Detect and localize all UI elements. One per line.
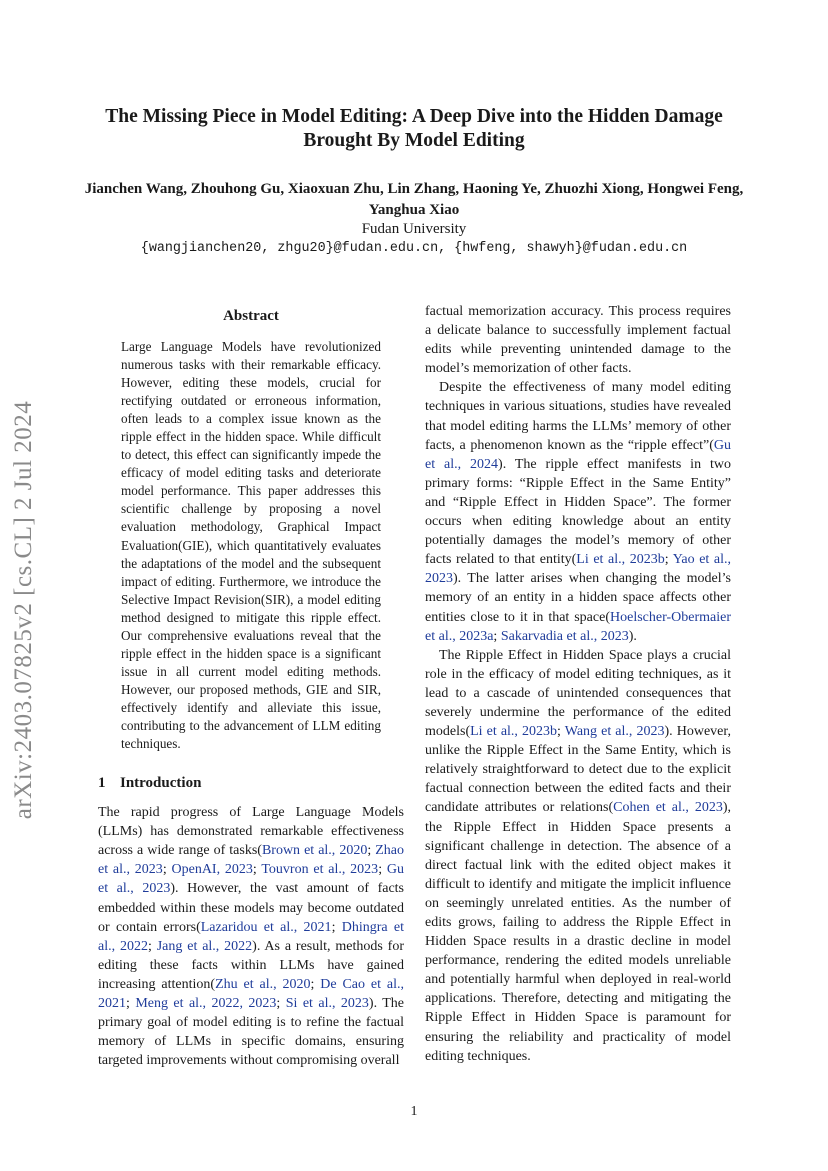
citation-link[interactable]: Li et al., 2023b xyxy=(470,724,558,740)
citation-link[interactable]: Hoelscher-Obermaier et al., 2023a xyxy=(425,609,731,644)
citation-link[interactable]: Gu et al., 2024 xyxy=(425,437,731,472)
citation-link[interactable]: Meng et al., 2022, 2023 xyxy=(135,996,277,1012)
citation-link[interactable]: Li et al., 2023b xyxy=(576,552,665,568)
citation-link[interactable]: De Cao et al., 2021 xyxy=(98,976,404,1012)
abstract-heading: Abstract xyxy=(223,308,279,324)
text-run: ). The primary goal of model editing is to refine the factual memory of LLMs in specific domains, ensuring targeted improvements without compromising overall xyxy=(98,996,405,1069)
citation-link[interactable]: Yao et al., 2023 xyxy=(425,552,731,587)
text-run: ). The latter arises when changing the model’s memory of an entity in a hidden space affects other entities close to it in that space( xyxy=(425,571,731,625)
citation-link[interactable]: Lazaridou et al., 2021 xyxy=(200,919,332,935)
citation-link[interactable]: Dhingra et al., 2022 xyxy=(98,919,405,954)
abstract-text: Large Language Models have revolutionized numerous tasks with their remarkable efficacy. However, editing these models, crucial for rectifying outdated or erroneous information, often leads to a complex issue known as the ripple effect in the hidden space. While difficult to detect, this effect can significantly impede the efficacy of model editing tasks and deteriorate model performance. This paper addresses this scientific challenge by proposing a novel evaluation methodology, Graphical Impact Evaluation(GIE), which quantitatively evaluates the adaptations of the model and the subsequent impact of editing. Furthermore, we introduce the Selective Impact Revision(SIR), a model editing method designed to mitigate this ripple effect. Our comprehensive evaluations reveal that the ripple effect in the hidden space is a significant issue in all current model editing methods. However, our proposed methods, GIE and SIR, effectively identify and alleviate this issue, contributing to the advancement of LLM editing techniques. xyxy=(121,339,381,752)
text-run: factual memorization accuracy. This process requires a delicate balance to successfully implement factual edits while preventing unintended damage to the model’s memorization of other facts. xyxy=(425,304,731,377)
section-title: Introduction xyxy=(120,775,202,792)
citation-link[interactable]: Cohen et al., 2023 xyxy=(613,800,723,816)
abstract-section xyxy=(98,306,404,753)
text-run: ; xyxy=(147,938,157,954)
text-run: The rapid progress of Large Language Models (LLMs) has demonstrated remarkable effectiveness across a wide range of tasks( xyxy=(98,805,404,859)
arxiv-identifier-stamp xyxy=(4,380,44,840)
text-run: ; xyxy=(310,976,321,992)
text-run: ; xyxy=(378,862,387,878)
citation-link[interactable]: Zhao et al., 2023 xyxy=(98,843,405,878)
text-run: ; xyxy=(557,724,565,740)
citation-link[interactable]: Wang et al., 2023 xyxy=(564,724,665,740)
citation-link[interactable]: Zhu et al., 2020 xyxy=(215,976,311,992)
right-column xyxy=(425,302,731,1066)
text-run: ; xyxy=(252,862,262,878)
intro-paragraph-3 xyxy=(425,646,731,1066)
paper-title: The Missing Piece in Model Editing: A Deep Dive into the Hidden Damage Brought By Model Editing xyxy=(105,106,723,151)
text-run: ; xyxy=(162,862,172,878)
text-run: ; xyxy=(276,996,286,1012)
section-number: 1 xyxy=(98,775,106,792)
intro-paragraph-1-continued xyxy=(425,302,731,378)
citation-link[interactable]: Jang et al., 2022 xyxy=(156,938,253,954)
text-run: ; xyxy=(126,996,136,1012)
text-run: ). As a result, methods for editing these facts within LLMs have gained increasing attention( xyxy=(98,938,404,992)
citation-link[interactable]: Brown et al., 2020 xyxy=(261,843,368,859)
affiliation: Fudan University xyxy=(361,221,467,237)
intro-paragraph-1 xyxy=(98,803,404,1070)
citation-link[interactable]: Sakarvadia et al., 2023 xyxy=(500,628,629,644)
page-number: 1 xyxy=(410,1104,418,1119)
author-list: Jianchen Wang, Zhouhong Gu, Xiaoxuan Zhu, Lin Zhang, Haoning Ye, Zhuozhi Xiong, Hongwei Feng, Yanghua Xiao xyxy=(84,181,744,218)
citation-link[interactable]: Gu et al., 2023 xyxy=(98,862,404,897)
left-column xyxy=(98,306,404,1070)
text-run: ; xyxy=(493,628,501,644)
citation-link[interactable]: OpenAI, 2023 xyxy=(171,862,253,878)
section-heading-introduction xyxy=(98,773,404,793)
text-run: ). However, unlike the Ripple Effect in the Same Entity, which is relatively straightforward to detect due to the explicit factual connection between the edited facts and their candidate attributes or relations( xyxy=(425,724,731,816)
text-run: Despite the effectiveness of many model editing techniques in various situations, studies have revealed that model editing harms the LLMs’ memory of other facts, a phenomenon known as the “ripple effect”( xyxy=(425,380,731,453)
text-run: ). xyxy=(628,628,637,644)
text-run: ; xyxy=(331,919,342,935)
arxiv-identifier-text: arXiv:2403.07825v2 [cs.CL] 2 Jul 2024 xyxy=(10,400,37,820)
text-run: ). The ripple effect manifests in two primary forms: “Ripple Effect in the Same Entity” and “Ripple Effect in Hidden Space”. The former occurs when editing knowledge about an entity potentially damages the model’s memory of other facts related to that entity( xyxy=(425,456,731,568)
intro-paragraph-2 xyxy=(425,378,731,645)
author-emails: {wangjianchen20, zhgu20}@fudan.edu.cn, {hwfeng, shawyh}@fudan.edu.cn xyxy=(140,241,688,256)
citation-link[interactable]: Touvron et al., 2023 xyxy=(261,862,379,878)
citation-link[interactable]: Si et al., 2023 xyxy=(285,996,369,1012)
text-run: ). However, the vast amount of facts embedded within these models may become outdated or contain errors( xyxy=(98,881,404,935)
text-run: ; xyxy=(367,843,376,859)
text-run: ; xyxy=(664,552,673,568)
text-run: The Ripple Effect in Hidden Space plays a crucial role in the efficacy of model editing techniques, as it lead to a cascade of unintended consequences that severely undermine the performance of the edited models( xyxy=(425,647,731,740)
text-run: ), the Ripple Effect in Hidden Space presents a significant challenge in detection. The absence of a direct factual link with the edited object makes it difficult to identify and mitigate the implicit influence on seemingly unrelated entities. As the number of edits grows, failing to address the Ripple Effect in Hidden Space results in a drastic decline in model performance, rendering the edited models unreliable and potentially harmful when deployed in real-world applications. Therefore, detecting and mitigating the Ripple Effect in Hidden Space is paramount for ensuring the reliability and practicality of model editing techniques. xyxy=(425,800,732,1064)
